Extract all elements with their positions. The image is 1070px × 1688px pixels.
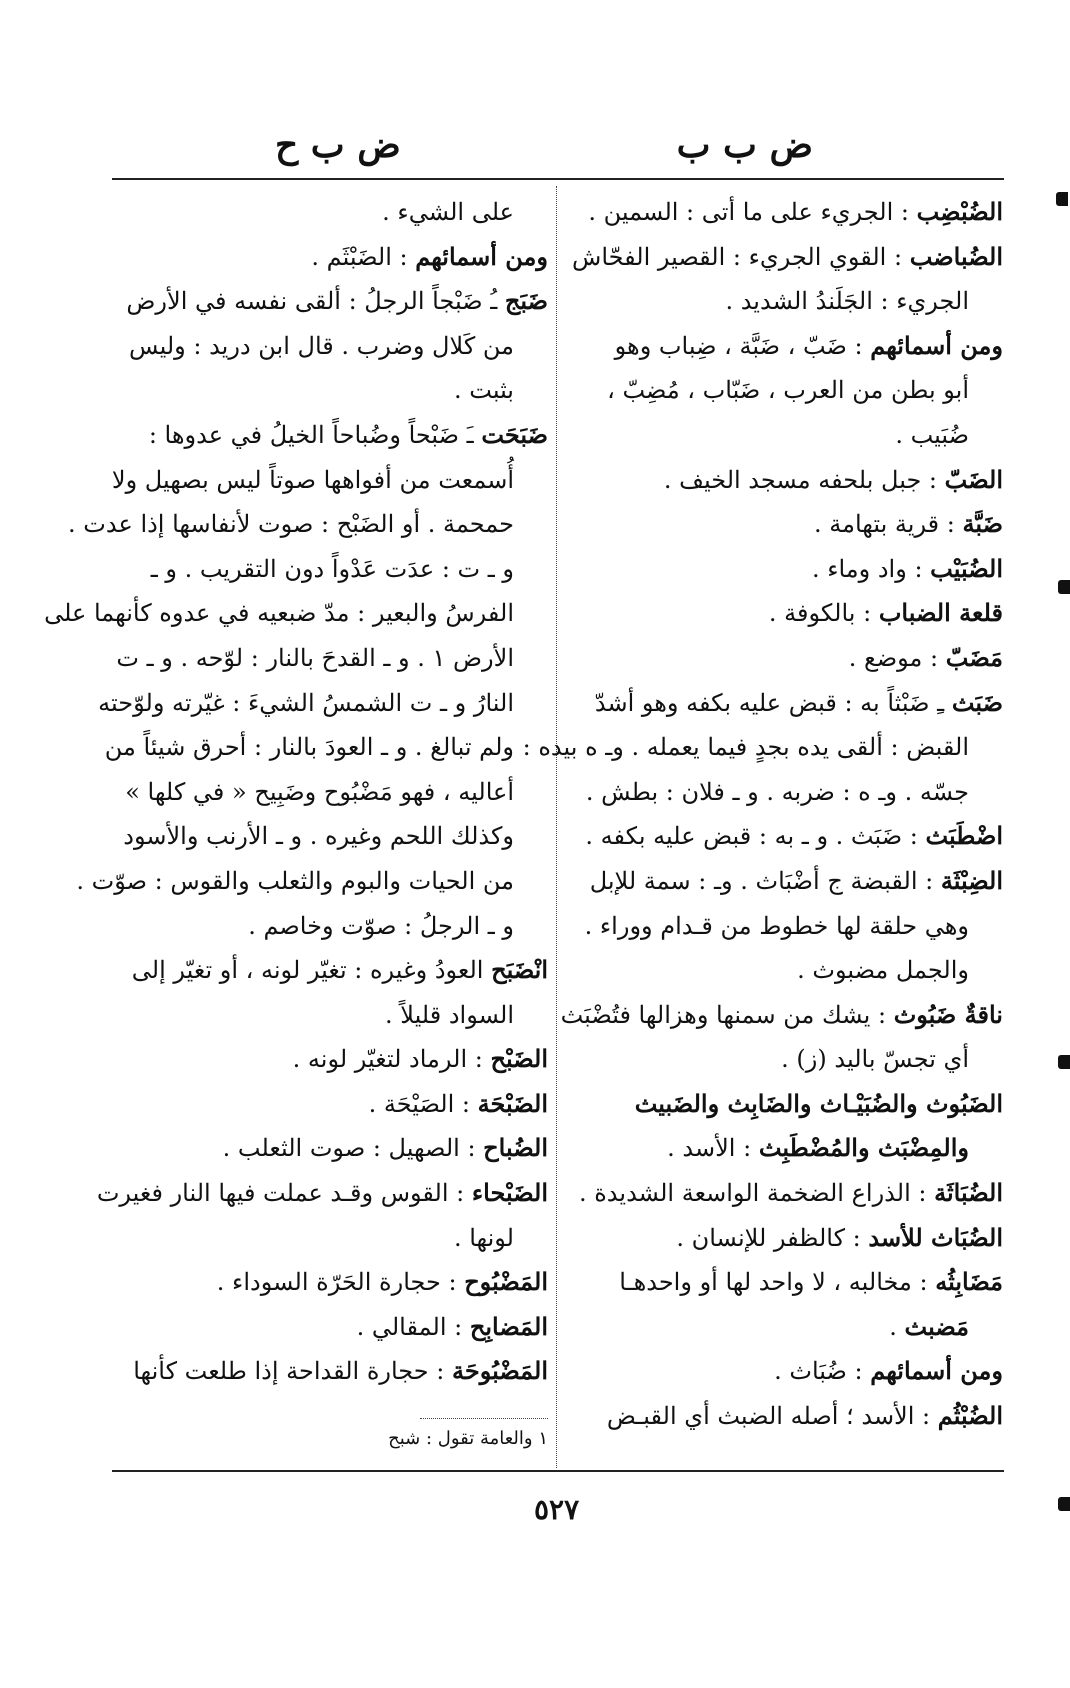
definition-text: على الشيء . xyxy=(382,198,514,226)
definition-text: بثبت . xyxy=(454,376,514,405)
headword: ومن أسمائهم xyxy=(870,1356,1003,1386)
definition-text: : جبل بلحفه مسجد الخيف . xyxy=(663,465,945,494)
entry-line xyxy=(565,1171,1003,1216)
right-column xyxy=(522,190,1003,1439)
entry-line xyxy=(108,235,548,280)
page-number: ٥٢٧ xyxy=(534,1493,580,1526)
headword: ضَبَّة xyxy=(962,509,1003,539)
definition-text: وهي حلقة لها خطوط من قـدام ووراء . xyxy=(584,911,969,940)
headword: ومن أسمائهم xyxy=(870,330,1003,360)
headword: الضُبْضِب xyxy=(916,197,1003,226)
definition-text: أُسمعت من أفواهها صوتاً ليس بصهيل ولا xyxy=(111,465,514,494)
headword: الضَبُوث والضُبَيْـاث والضَابِث والضَبيث xyxy=(634,1088,1003,1118)
entry-line xyxy=(108,279,548,324)
headword: الضَبّ xyxy=(944,464,1003,494)
entry-line xyxy=(565,904,1003,949)
definition-text: أي تجسّ باليد (ز) . xyxy=(781,1045,969,1074)
entry-line xyxy=(565,502,1003,547)
entry-line xyxy=(98,681,548,726)
entry-line xyxy=(76,859,548,904)
entry-line xyxy=(565,1037,1003,1082)
definition-text: : موضع . xyxy=(848,643,946,672)
entry-line xyxy=(565,681,1003,726)
definition-text: : كالظفر للإنسان . xyxy=(676,1223,869,1252)
entry-line xyxy=(108,770,548,815)
definition-text: : ضَبَث . و ـ به : قبض عليه بكفه . xyxy=(585,822,926,851)
headword: ومن أسمائهم xyxy=(415,241,548,271)
root-header-right: ض ب ب xyxy=(676,124,813,166)
entry-line xyxy=(108,547,548,592)
headword: المَضْبُوح xyxy=(464,1267,548,1297)
definition-text: : الضَبْثَم . xyxy=(311,242,416,271)
entry-line xyxy=(565,1216,1003,1261)
definition-text: : حجارة القداحة إذا طلعت كأنها xyxy=(133,1357,452,1386)
entry-line xyxy=(565,279,1003,324)
definition-text: ـِ ضَبْثاً به : قبض عليه بكفه وهو أشدّ xyxy=(594,688,952,717)
entry-line xyxy=(565,591,1003,636)
headword: المَضْبُوحَة xyxy=(451,1356,548,1386)
entry-line xyxy=(565,814,1003,859)
headword: والمِضْبَث والمُضْطَبِث xyxy=(758,1133,969,1163)
definition-text: و ـ ت : عدَت عَدْواً دون التقريب . و ـ xyxy=(150,554,514,583)
entry-line xyxy=(565,1394,1003,1439)
entry-line xyxy=(560,993,1003,1038)
entry-line xyxy=(565,948,1003,993)
definition-text: لونها . xyxy=(453,1223,514,1252)
definition-text: : الرماد لتغيّر لونه . xyxy=(292,1045,491,1074)
headword: ناقةٌ ضَبُوث xyxy=(893,999,1003,1029)
footnote-rule xyxy=(420,1418,548,1419)
definition-text: ولم تبالغ . و ـ العودَ بالنار : أحرق شيئاً من xyxy=(104,733,514,762)
definition-text: ـُ ضَبْجاً الرجلُ : ألقى نفسه في الأرض xyxy=(126,287,505,316)
definition-text: : القبضة ج أضْبَاث . وـ : سمة للإبل xyxy=(589,866,941,895)
definition-text: : بالكوفة . xyxy=(768,599,879,628)
entry-line xyxy=(44,591,548,636)
headword: قلعة الضباب xyxy=(878,598,1003,628)
definition-text: و ـ الرجلُ : صوّت وخاصم . xyxy=(248,911,514,940)
definition-text: من كَلال وضرب . قال ابن دريد : وليس xyxy=(129,331,514,360)
definition-text: : واد وماء . xyxy=(811,554,931,583)
entry-line xyxy=(108,1037,548,1082)
definition-text: العودُ وغيره : تغيّر لونه ، أو تغيّر إلى xyxy=(131,956,492,985)
definition-text: : الأسد . xyxy=(667,1134,759,1163)
headword: الضُبَاث للأسد xyxy=(868,1222,1003,1252)
entry-line xyxy=(108,324,548,369)
definition-text: من الحيات والبوم والثعلب والقوس : صوّت . xyxy=(76,866,514,895)
definition-text: والجمل مضبوث . xyxy=(797,956,969,985)
definition-text: أبو بطن من العرب ، ضَبّاب ، مُضِبّ ، xyxy=(607,376,969,405)
entry-line xyxy=(108,814,548,859)
headword: مَضَبّ xyxy=(945,642,1003,672)
entry-line xyxy=(565,190,1003,235)
top-rule xyxy=(112,178,1004,180)
entry-line xyxy=(565,324,1003,369)
entry-line xyxy=(522,725,1003,770)
entry-line xyxy=(565,458,1003,503)
headword: الضُبَاثَة xyxy=(934,1178,1003,1208)
entry-line xyxy=(565,636,1003,681)
definition-text: : الذراع الضخمة الواسعة الشديدة . xyxy=(578,1179,935,1208)
entry-line xyxy=(108,1082,548,1127)
definition-text: القبض : ألقى يده بجدٍ فيما يعمله . وـ ه بيده : xyxy=(522,733,969,762)
headword: مَضَابِثُه xyxy=(935,1267,1003,1297)
headword: الضَبْح xyxy=(490,1044,548,1074)
column-divider xyxy=(556,186,557,1468)
definition-text: : ضَبّ ، ضَبَّة ، ضِباب وهو xyxy=(614,331,871,360)
definition-text: وكذلك اللحم وغيره . و ـ الأرنب والأسود xyxy=(123,822,514,851)
headword: ضَبَج xyxy=(504,286,548,316)
definition-text: الجريء : الجَلَندُ الشديد . xyxy=(725,287,969,316)
entry-line xyxy=(108,1305,548,1350)
entry-line xyxy=(108,636,548,681)
definition-text: أعاليه ، فهو مَضْبُوح وضَبِيح « في كلها » xyxy=(125,777,514,806)
entry-line xyxy=(565,770,1003,815)
definition-text: النارُ و ـ ت الشمسُ الشيءَ : غيّرته ولوّحته xyxy=(98,688,514,717)
definition-text: : يشك من سمنها وهزالها فتُضْبَث xyxy=(560,1000,894,1029)
headword: ضَبَث xyxy=(951,687,1003,717)
entry-line xyxy=(68,502,548,547)
headword: ضَبَحَت xyxy=(481,419,548,449)
headword: الضُباضب xyxy=(909,241,1003,271)
definition-text: جسّه . وـ ه : ضربه . و ـ فلان : بطش . xyxy=(585,777,969,806)
headword: الضَبْحاء xyxy=(471,1178,548,1208)
edge-mark xyxy=(1058,1497,1070,1511)
entry-line xyxy=(565,859,1003,904)
headword: المَضابِح xyxy=(469,1311,548,1341)
definition-text: : القوي الجريء : القصير الفحّاش xyxy=(572,242,910,271)
bottom-rule xyxy=(112,1470,1004,1472)
entry-line xyxy=(565,1305,1003,1350)
headword: الضِبْثَة xyxy=(940,865,1003,895)
entry-line xyxy=(108,190,548,235)
entry-line xyxy=(108,993,548,1038)
definition-text: : القوس وقـد عملت فيها النار فغيرت xyxy=(96,1179,472,1208)
definition-text: : الجريء على ما أتى : السمين . xyxy=(588,198,917,226)
headword: الضُبَيْب xyxy=(930,553,1003,583)
entry-line xyxy=(565,1082,1003,1127)
entry-line xyxy=(108,458,548,503)
definition-text: : الأسد ؛ أصله الضبث أي القبـض xyxy=(606,1402,938,1431)
entry-line xyxy=(108,948,548,993)
definition-text: : الصهيل : صوت الثعلب . xyxy=(222,1134,484,1163)
entry-line xyxy=(108,413,548,458)
entry-line xyxy=(108,904,548,949)
definition-text: : قرية بتهامة . xyxy=(813,510,963,539)
entry-line xyxy=(108,1349,548,1394)
entry-line xyxy=(565,368,1003,413)
headword: الضُباح xyxy=(483,1133,548,1163)
entry-line xyxy=(565,547,1003,592)
entry-line xyxy=(108,1216,548,1261)
entry-line xyxy=(108,1126,548,1171)
definition-text: حمحمة . أو الضَبْح : صوت لأنفاسها إذا عدت . xyxy=(68,510,514,539)
definition-text: ضُبَيب . xyxy=(895,420,969,449)
entry-line xyxy=(565,1349,1003,1394)
definition-text: السواد قليلاً . xyxy=(384,1000,514,1029)
edge-mark xyxy=(1056,192,1068,206)
entry-line xyxy=(565,413,1003,458)
definition-text: : حجارة الحَرّة السوداء . xyxy=(216,1268,465,1297)
entry-line xyxy=(108,1260,548,1305)
edge-mark xyxy=(1058,580,1070,594)
left-column xyxy=(44,190,548,1430)
entry-line xyxy=(565,1260,1003,1305)
footnote: ١ والعامة تقول : شبح xyxy=(388,1428,548,1449)
root-header-left: ض ب ح xyxy=(275,124,401,166)
definition-text: : ضُبَاث . xyxy=(774,1357,871,1386)
headword: الضُبْثُم xyxy=(937,1401,1003,1431)
entry-line xyxy=(565,235,1003,280)
definition-text: الأرض ١ . و ـ القدحَ بالنار : لوّحه . و ـ ت xyxy=(116,643,514,672)
entry-line xyxy=(565,1126,1003,1171)
definition-text: ـَ ضَبْحاً وضُباحاً الخيلُ في عدوها : xyxy=(148,420,482,449)
headword: اضْطَبَث xyxy=(925,821,1003,851)
definition-text: : مخالبه ، لا واحد لها أو واحدهـا xyxy=(619,1268,936,1297)
entry-line xyxy=(108,368,548,413)
headword: الضَبْحَة xyxy=(477,1088,548,1118)
definition-text: الفرسُ والبعير : مدّ ضبعيه في عدوه كأنهما على xyxy=(44,599,514,628)
definition-text: : المقالي . xyxy=(356,1312,470,1341)
headword: مَضبث xyxy=(904,1311,969,1341)
definition-text: . xyxy=(889,1312,905,1341)
headword: انْضَبَح xyxy=(491,955,548,985)
edge-mark xyxy=(1058,1055,1070,1069)
entry-line xyxy=(96,1171,548,1216)
definition-text: : الصَيْحَة . xyxy=(368,1089,478,1118)
entry-line xyxy=(104,725,548,770)
